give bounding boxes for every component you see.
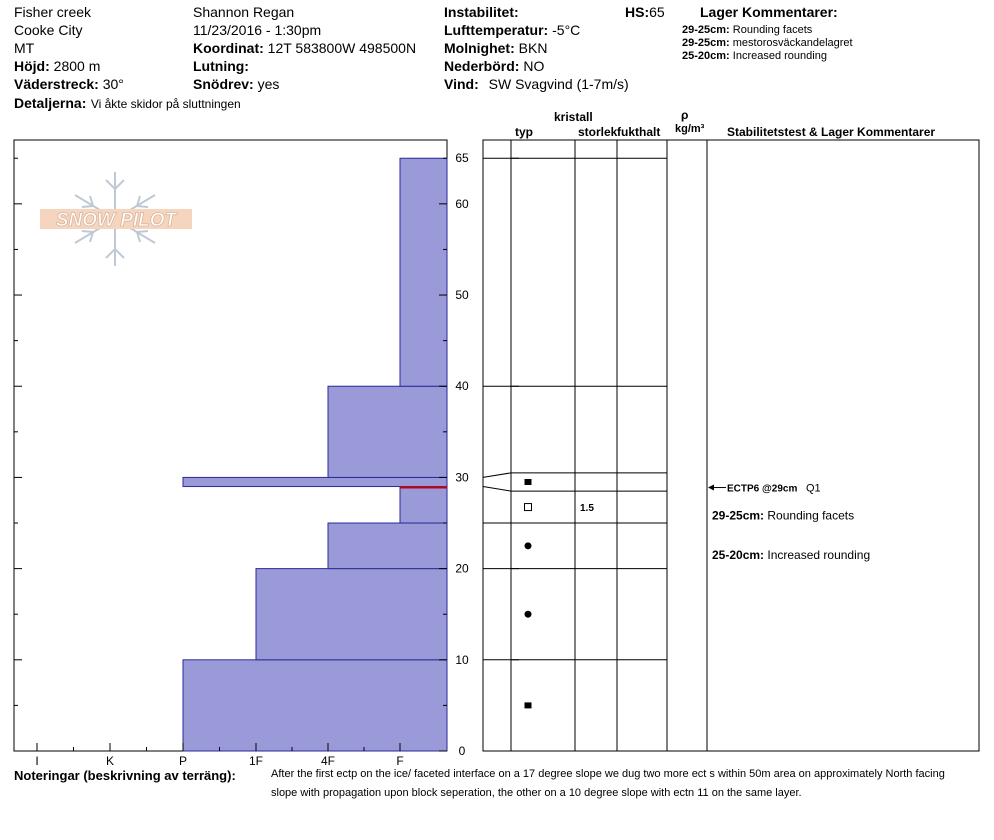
stability-test-arrow-head: [708, 485, 714, 491]
instability-label: Instabilitet:: [444, 4, 519, 20]
wind-value: SW Svagvind (1-7m/s): [488, 76, 629, 92]
hardness-label-1F: 1F: [248, 754, 264, 768]
sky-label: Molnighet:: [444, 40, 515, 56]
depth-label-65: 65: [455, 151, 469, 166]
layer-comments-column: [712, 509, 870, 562]
aspect-value: 30°: [102, 76, 124, 92]
logo-text: SNOW PILOT: [55, 210, 177, 231]
depth-label-40: 40: [455, 379, 469, 394]
right-comment-0: [712, 509, 854, 523]
depth-label-30: 30: [455, 470, 469, 485]
state: MT: [14, 40, 35, 56]
drift-value: yes: [257, 76, 280, 92]
aspect-label: Väderstreck:: [14, 76, 99, 92]
col-typ: typ: [515, 125, 533, 139]
hardness-bar-6: [400, 158, 447, 386]
stability-test-quality: Q1: [806, 482, 821, 495]
hs-label: HS:: [625, 4, 650, 20]
depth-label-60: 60: [455, 196, 469, 211]
layer-comment-3-text: Increased rounding: [732, 50, 827, 62]
col-crystal-size: storlek: [578, 125, 618, 139]
grain-square-open-3: [525, 504, 532, 511]
notes-label: Noteringar (beskrivning av terräng):: [14, 768, 236, 783]
precip-label: Nederbörd:: [444, 58, 520, 74]
area: Cooke City: [14, 22, 83, 38]
hardness-label-K: K: [105, 754, 115, 768]
details-label: Detaljerna:: [14, 95, 87, 111]
notes-line-2: slope with propagation upon block seperation, the other on a 10 degree slope with ectn 11 on the same layer.: [271, 787, 802, 799]
stability-test-marker: [708, 483, 821, 495]
depth-label-20: 20: [455, 561, 469, 576]
hardness-bar-5: [328, 386, 447, 477]
layer-comments-title: Lager Kommentarer:: [700, 4, 838, 20]
hardness-label-P: P: [178, 754, 188, 768]
sky-value: BKN: [518, 40, 548, 56]
hardness-bar-0: [183, 660, 447, 751]
stability-test-text: ECTP6 @29cm: [727, 483, 798, 495]
layer-comment-3-depth: 25-20cm:: [682, 50, 730, 62]
col-moisture: fukthalt: [617, 125, 661, 139]
col-crystal-top: kristall: [554, 110, 593, 124]
hardness-label-F: F: [396, 754, 404, 768]
grain-dot-1: [525, 611, 532, 618]
hardness-bar-2: [328, 523, 447, 569]
hardness-bar-3: [400, 487, 447, 523]
right-comment-text-0: Rounding facets: [767, 508, 855, 523]
datetime: 11/23/2016 - 1:30pm: [193, 22, 322, 38]
coord-label: Koordinat:: [193, 40, 264, 56]
grain-square-filled-0: [525, 702, 532, 708]
hardness-bar-1: [256, 569, 447, 660]
grain-size-3: 1.5: [580, 503, 594, 515]
col-stability: Stabilitetstest & Lager Kommentarer: [727, 125, 936, 139]
observer: Shannon Regan: [193, 4, 295, 20]
airtemp-label: Lufttemperatur:: [444, 22, 549, 38]
right-comment-depth-0: 29-25cm:: [712, 508, 768, 523]
layer-comment-2-text: mestorosväckandelagret: [732, 37, 853, 49]
snowpilot-logo: [40, 172, 192, 266]
drift-label: Snödrev:: [193, 76, 254, 92]
airtemp-value: -5°C: [552, 22, 581, 38]
right-comment-1: [712, 548, 870, 562]
hs-value: 65: [649, 4, 665, 20]
notes-line-1: After the first ectp on the ice/ faceted interface on a 17 degree slope we dug two more ect s within 50m area on approximately North facing: [271, 768, 945, 780]
grain-symbols: [525, 479, 595, 708]
col-rho: ρ: [681, 108, 689, 122]
layer-comment-2-depth: 29-25cm:: [682, 37, 730, 49]
coord-value: 12T 583800W 498500N: [267, 40, 417, 56]
col-density-unit: kg/m³: [675, 123, 705, 135]
right-comment-text-1: Increased rounding: [767, 547, 871, 562]
precip-value: NO: [523, 58, 545, 74]
location: Fisher creek: [14, 4, 92, 20]
elevation-label: Höjd:: [14, 58, 50, 74]
notes-row: [14, 767, 236, 785]
depth-label-10: 10: [455, 652, 469, 667]
slope-label: Lutning:: [193, 58, 249, 74]
layer-comment-1-depth: 29-25cm:: [682, 24, 730, 36]
hardness-bars: [183, 158, 447, 751]
depth-label-50: 50: [455, 288, 469, 303]
details-value: Vi åkte skidor på sluttningen: [90, 97, 241, 111]
depth-label-0: 0: [458, 744, 466, 758]
grain-square-filled-4: [525, 479, 532, 485]
hardness-label-4F: 4F: [320, 754, 336, 768]
hardness-label-I: I: [35, 754, 39, 768]
layer-comment-1-text: Rounding facets: [732, 24, 813, 36]
hardness-bar-4: [183, 477, 447, 486]
elevation-value: 2800 m: [53, 58, 101, 74]
wind-label: Vind:: [444, 76, 479, 92]
right-comment-depth-1: 25-20cm:: [712, 547, 768, 562]
grain-dot-2: [525, 542, 532, 549]
